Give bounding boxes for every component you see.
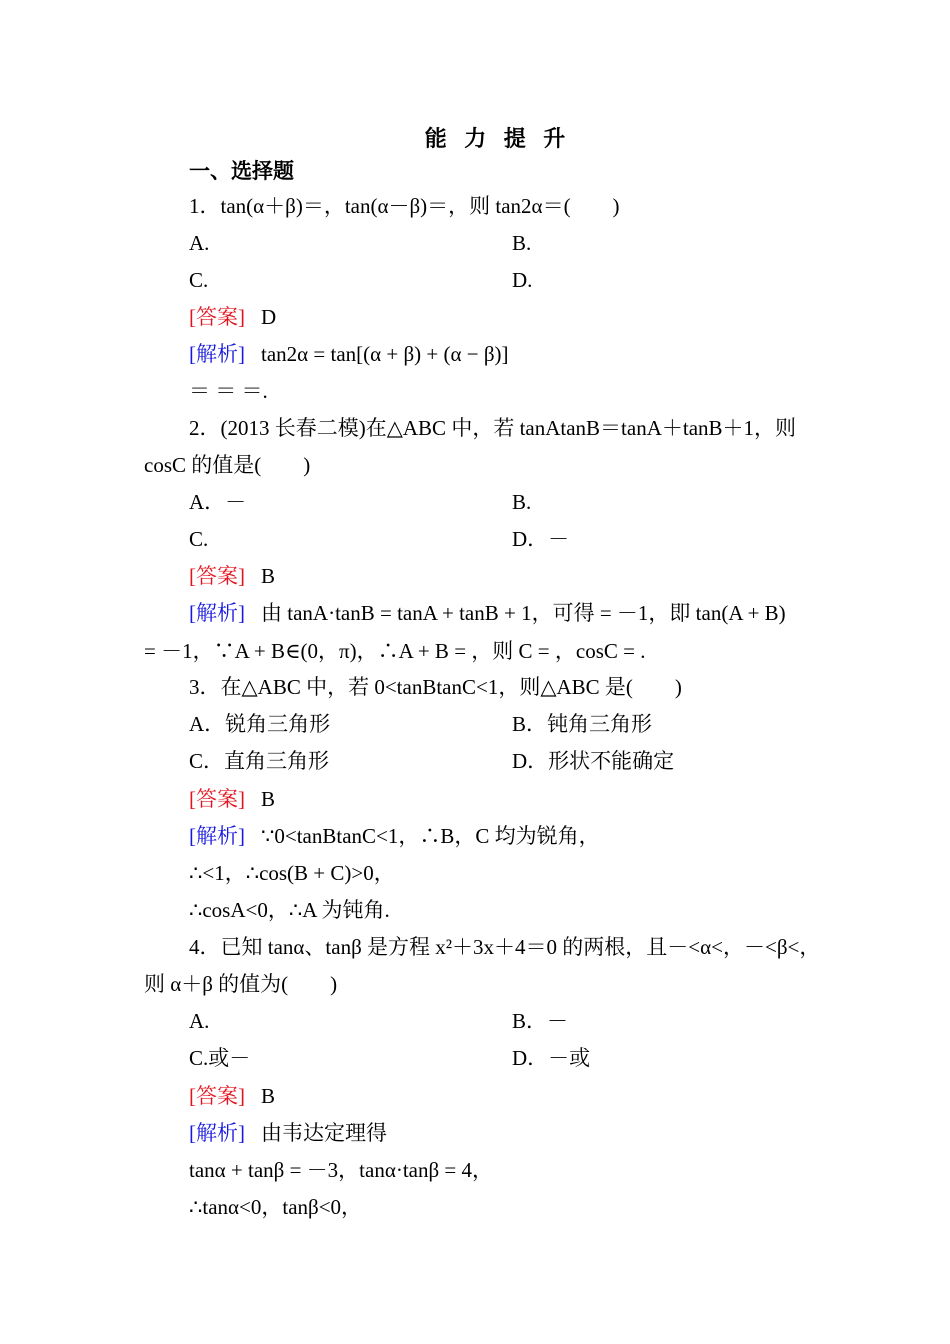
q3-analysis xyxy=(189,823,600,849)
analysis-text: 由 tanA·tanB = tanA + tanB + 1，可得 = －1，即 tan(A + B) xyxy=(261,601,786,625)
analysis-tag: [解析] xyxy=(189,342,245,366)
q1-option-b: B. xyxy=(512,231,532,255)
q1-answer xyxy=(189,304,276,330)
answer-tag: [答案] xyxy=(189,1084,245,1108)
q1-analysis-line2: ＝ ＝ ＝. xyxy=(189,379,268,403)
q4-option-a: A. xyxy=(189,1009,210,1033)
q3-answer xyxy=(189,786,275,812)
q2-option-b: B. xyxy=(512,490,532,514)
q4-stem-line2: 则 α＋β 的值为( ) xyxy=(144,972,338,996)
q3-stem: 3．在△ABC 中，若 0<tanBtanC<1，则△ABC 是( ) xyxy=(189,675,682,699)
q3-option-a: A．锐角三角形 xyxy=(189,712,331,736)
q1-option-a: A. xyxy=(189,231,210,255)
analysis-text: 由韦达定理得 xyxy=(261,1121,387,1145)
analysis-text: ∵0<tanBtanC<1，∴B，C 均为锐角， xyxy=(261,824,600,848)
q4-answer xyxy=(189,1083,275,1109)
q3-option-c: C．直角三角形 xyxy=(189,749,330,773)
q1-stem: 1．tan(α＋β)＝，tan(α－β)＝，则 tan2α＝( ) xyxy=(189,194,620,218)
q3-option-b: B．钝角三角形 xyxy=(512,712,653,736)
q4-analysis xyxy=(189,1120,387,1146)
q3-option-d: D．形状不能确定 xyxy=(512,749,675,773)
q1-option-d: D. xyxy=(512,268,533,292)
analysis-tag: [解析] xyxy=(189,824,245,848)
answer-tag: [答案] xyxy=(189,564,245,588)
q2-analysis-line2: = －1，∵A + B∈(0，π)，∴A + B = ，则 C = ，cosC = . xyxy=(144,639,646,663)
q4-analysis-line2: tanα + tanβ = －3，tanα·tanβ = 4， xyxy=(189,1158,494,1182)
q1-analysis xyxy=(189,341,509,367)
q4-option-b: B．－ xyxy=(512,1009,569,1033)
answer-value: B xyxy=(261,787,276,811)
q2-stem-line1: 2．(2013 长春二模)在△ABC 中，若 tanAtanB＝tanA＋tanB＋1，则 xyxy=(189,416,797,440)
analysis-text: tan2α = tan[(α + β) + (α − β)] xyxy=(261,342,509,366)
answer-tag: [答案] xyxy=(189,305,245,329)
q3-analysis-line3: ∴cosA<0，∴A 为钝角. xyxy=(189,898,390,922)
q2-stem-line2: cosC 的值是( ) xyxy=(144,453,311,477)
q4-analysis-line3: ∴tanα<0，tanβ<0， xyxy=(189,1195,363,1219)
analysis-tag: [解析] xyxy=(189,1121,245,1145)
q3-analysis-line2: ∴<1，∴cos(B + C)>0， xyxy=(189,861,395,885)
answer-value: B xyxy=(261,1084,276,1108)
section-heading: 一、选择题 xyxy=(189,159,294,183)
answer-value: B xyxy=(261,564,276,588)
q4-stem-line1: 4．已知 tanα、tanβ 是方程 x²＋3x＋4＝0 的两根，且－<α<，－<β<， xyxy=(189,935,821,959)
answer-value: D xyxy=(261,305,277,329)
page-title: 能 力 提 升 xyxy=(424,126,572,151)
analysis-tag: [解析] xyxy=(189,601,245,625)
answer-tag: [答案] xyxy=(189,787,245,811)
q4-option-d: D．－或 xyxy=(512,1046,591,1070)
q2-option-a: A．－ xyxy=(189,490,247,514)
q1-option-c: C. xyxy=(189,268,209,292)
q2-answer xyxy=(189,563,275,589)
q2-option-c: C. xyxy=(189,527,209,551)
q2-analysis xyxy=(189,600,786,626)
q2-option-d: D．－ xyxy=(512,527,570,551)
q4-option-c: C.或－ xyxy=(189,1046,251,1070)
